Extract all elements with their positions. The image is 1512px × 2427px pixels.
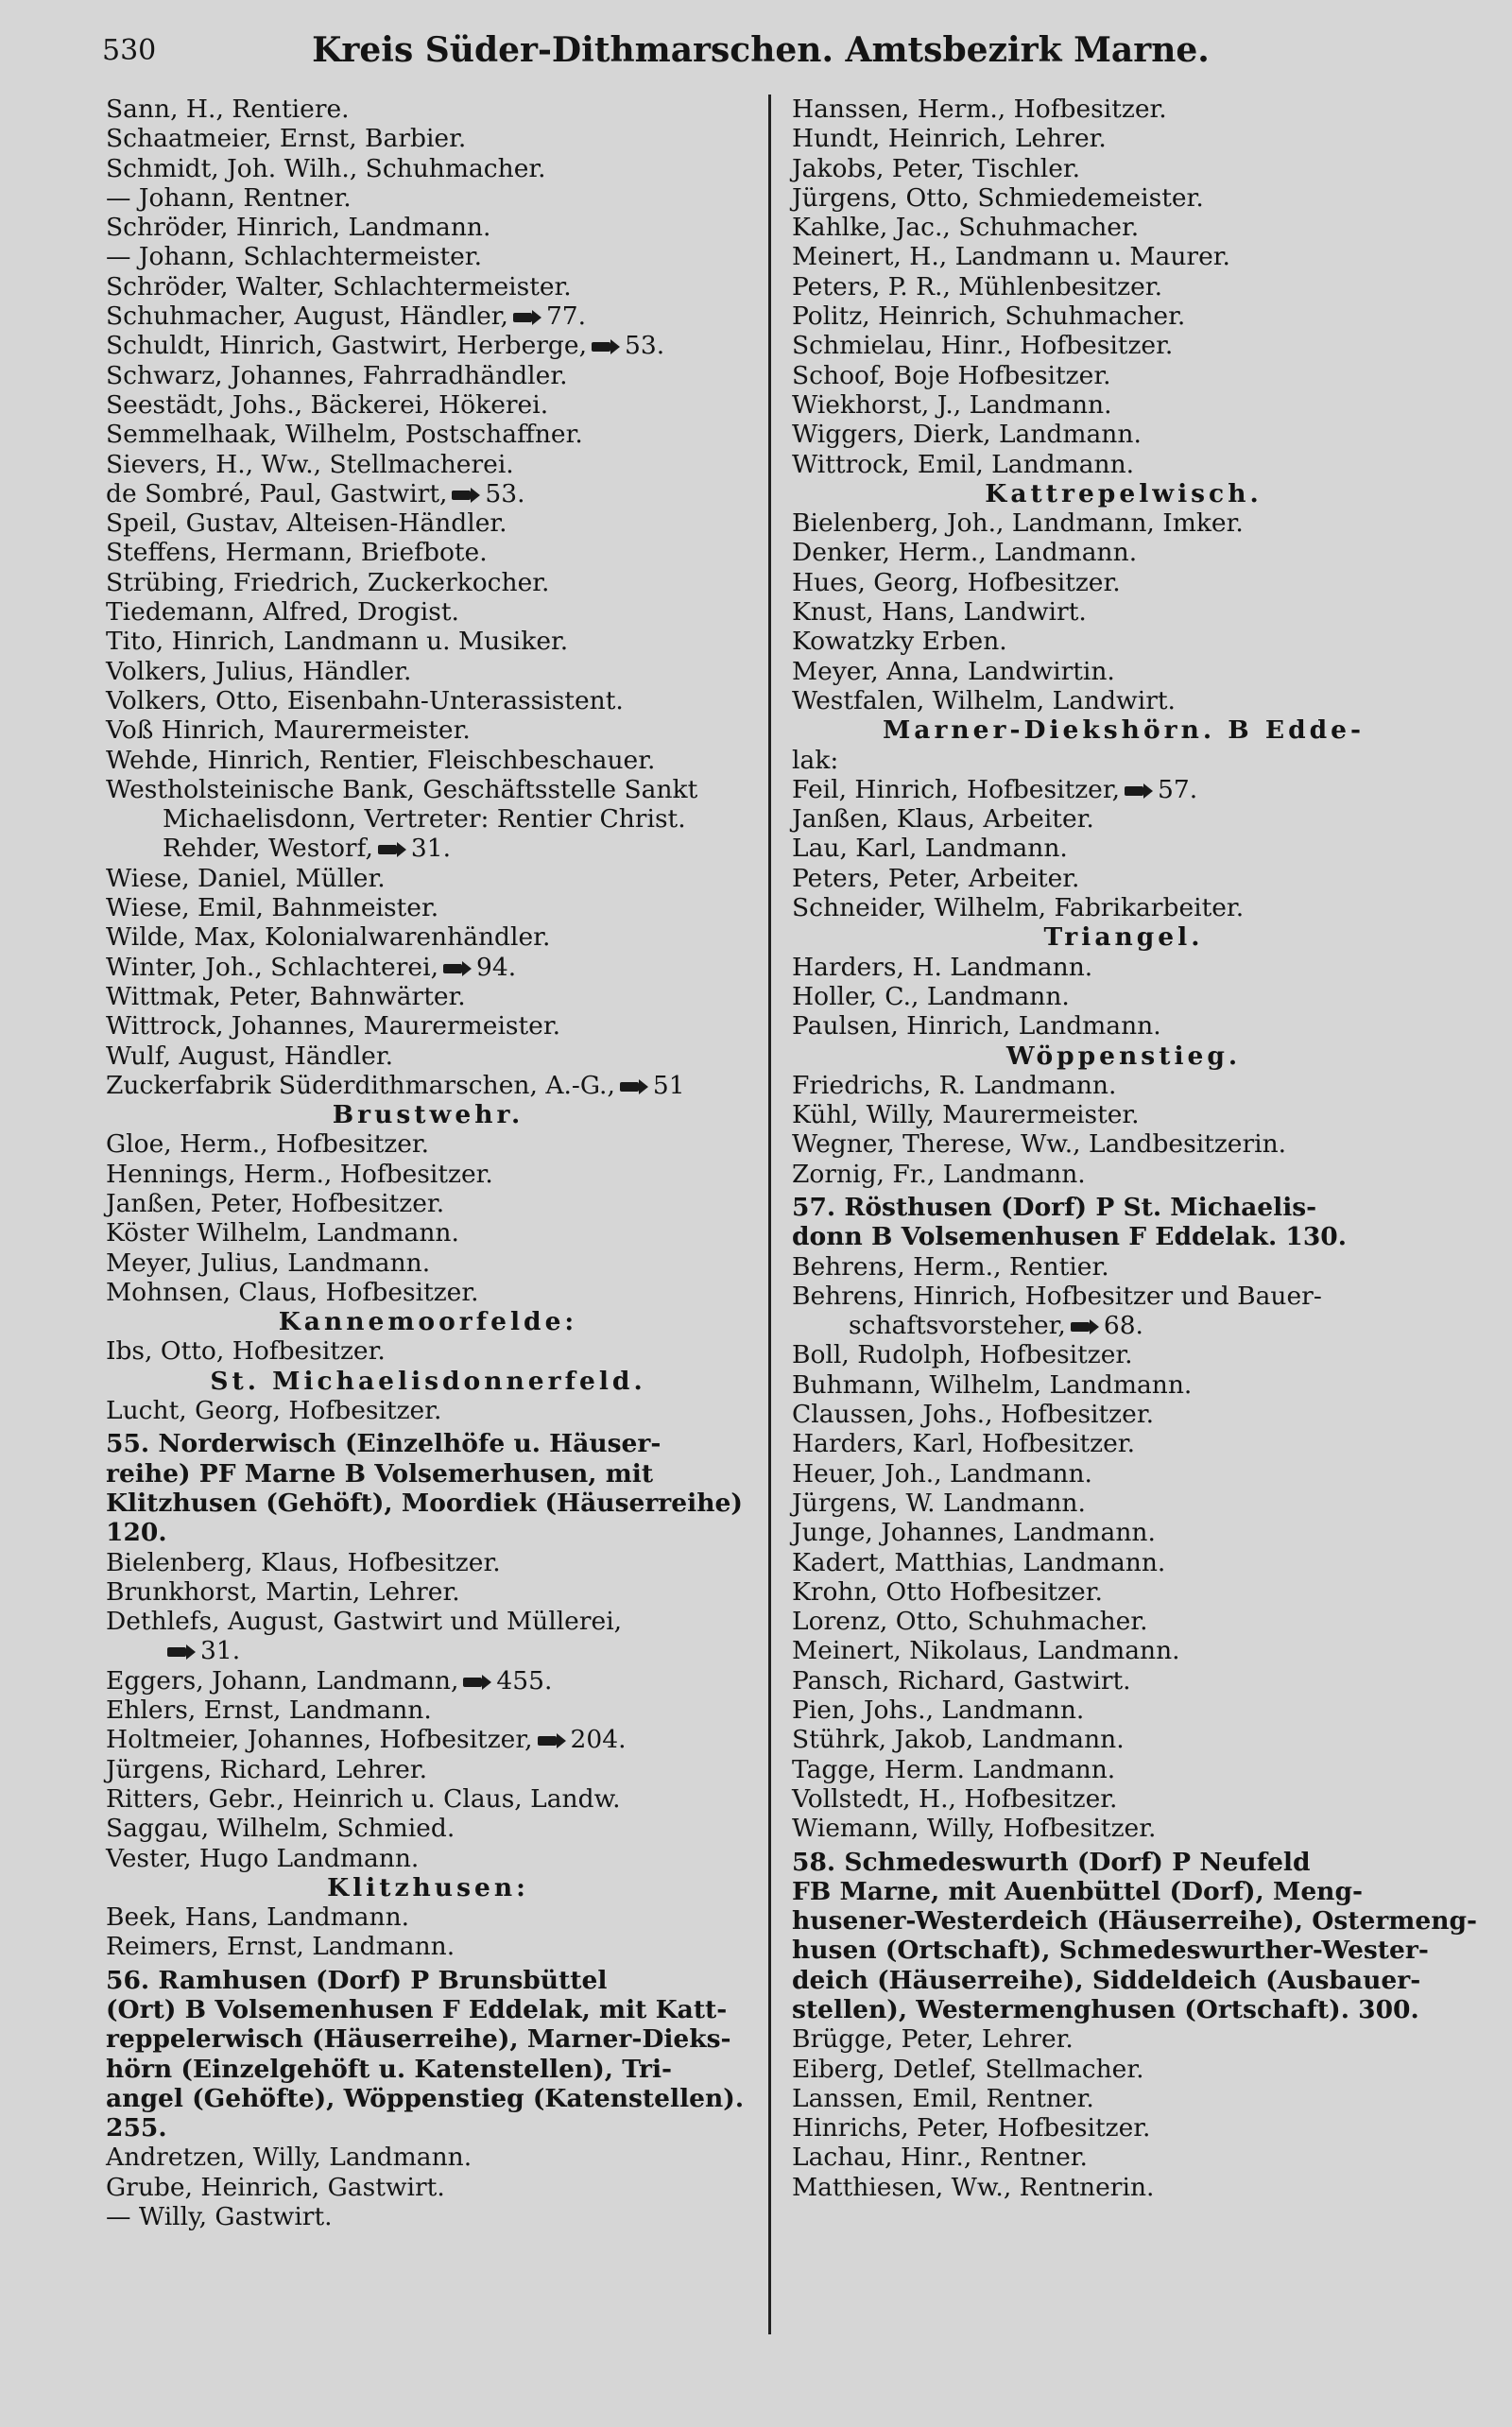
directory-entry (106, 1844, 750, 1873)
entry-text: Schneider, Wilhelm, Fabrikarbeiter. (792, 893, 1245, 923)
municipality-line: 55. Norderwisch (Einzelhöfe u. Häuser- (106, 1429, 662, 1459)
directory-entry (792, 627, 1455, 656)
entry-text: Voß Hinrich, Maurermeister. (106, 715, 471, 746)
entry-text: Wiekhorst, J., Landmann. (792, 389, 1112, 420)
directory-entry (792, 2173, 1455, 2202)
directory-entry (106, 1607, 750, 1636)
entry-text: Meinert, H., Landmann u. Maurer. (792, 242, 1230, 272)
entry-text: Ritters, Gebr., Heinrich u. Claus, Landw. (106, 1783, 621, 1814)
directory-entry (106, 1071, 750, 1100)
directory-entry (106, 597, 750, 627)
directory-entry (792, 597, 1455, 627)
entry-text: Krohn, Otto Hofbesitzer. (792, 1576, 1103, 1607)
directory-entry (106, 686, 750, 715)
entry-text: Schuldt, Hinrich, Gastwirt, Herberge, (106, 331, 587, 361)
directory-entry (792, 1282, 1455, 1311)
telephone-icon (378, 843, 406, 856)
entry-text: Lachau, Hinr., Rentner. (792, 2143, 1088, 2173)
entry-text: Reimers, Ernst, Landmann. (106, 1932, 455, 1962)
municipality-line: 58. Schmedeswurth (Dorf) P Neufeld (792, 1847, 1311, 1877)
entry-text: Schröder, Walter, Schlachtermeister. (106, 271, 572, 301)
entry-text: Gloe, Herm., Hofbesitzer. (106, 1129, 430, 1160)
entry-text: Meyer, Julius, Landmann. (106, 1248, 431, 1278)
municipality-line: donn B Volsemenhusen F Eddelak. 130. (792, 1222, 1347, 1252)
heading-text: Wöppenstieg. (1005, 1041, 1242, 1071)
directory-entry (106, 479, 750, 508)
directory-entry (792, 1160, 1455, 1189)
directory-entry (792, 775, 1455, 804)
directory-entry (106, 1336, 750, 1366)
telephone-icon (1071, 1320, 1099, 1334)
entry-text: Hundt, Heinrich, Lehrer. (792, 124, 1107, 154)
heading-text: Kannemoorfelde: (278, 1307, 578, 1337)
directory-entry (792, 420, 1455, 449)
directory-entry (106, 982, 750, 1011)
locality-heading (106, 1307, 750, 1336)
entry-text: Heuer, Joh., Landmann. (792, 1458, 1092, 1489)
directory-entry (106, 627, 750, 656)
telephone-icon (1125, 784, 1153, 798)
heading-text: Triangel. (1043, 922, 1204, 953)
directory-entry (106, 154, 750, 183)
municipality-entry (792, 1193, 1455, 1252)
entry-text: Behrens, Hinrich, Hofbesitzer und Bauer- (792, 1281, 1322, 1311)
entry-text: Friedrichs, R. Landmann. (792, 1070, 1117, 1100)
left-column (106, 95, 750, 2231)
entry-text: Eggers, Johann, Landmann, (106, 1665, 459, 1695)
municipality-line: stellen), Westermenghusen (Ortschaft). 300. (792, 1995, 1419, 2024)
directory-entry (106, 1902, 750, 1932)
directory-entry (106, 657, 750, 686)
entry-text: Meyer, Anna, Landwirtin. (792, 656, 1115, 686)
entry-text: Wiemann, Willy, Hofbesitzer. (792, 1814, 1157, 1844)
directory-entry (792, 1666, 1455, 1695)
directory-entry (106, 1755, 750, 1784)
entry-text: Schwarz, Johannes, Fahrradhändler. (106, 360, 568, 390)
directory-entry (106, 2143, 750, 2172)
directory-entry (106, 95, 750, 124)
directory-entry (106, 568, 750, 597)
directory-entry (792, 2084, 1455, 2113)
telephone-icon (463, 1676, 491, 1689)
directory-entry (106, 242, 750, 271)
directory-entry (106, 746, 750, 775)
entry-text: Vester, Hugo Landmann. (106, 1843, 420, 1873)
directory-entry (792, 1695, 1455, 1725)
phone-number: 51 (652, 1070, 685, 1100)
directory-entry (792, 657, 1455, 686)
heading-text: St. Michaelisdonnerfeld. (210, 1366, 646, 1396)
directory-entry (792, 538, 1455, 567)
entry-text: Knust, Hans, Landwirt. (792, 597, 1087, 628)
municipality-line: FB Marne, mit Auenbüttel (Dorf), Meng- (792, 1876, 1363, 1906)
directory-entry (106, 864, 750, 893)
directory-entry (792, 982, 1455, 1011)
heading-text: Brustwehr. (332, 1100, 524, 1130)
directory-entry (106, 124, 750, 153)
telephone-icon (592, 340, 620, 353)
municipality-line: 56. Ramhusen (Dorf) P Brunsbüttel (106, 1965, 608, 1995)
entry-text: Matthiesen, Ww., Rentnerin. (792, 2172, 1155, 2202)
directory-entry (792, 1518, 1455, 1547)
directory-entry (792, 1429, 1455, 1458)
directory-entry (106, 1160, 750, 1189)
entry-text: — Willy, Gastwirt. (106, 2202, 333, 2232)
entry-text: Jürgens, Otto, Schmiedemeister. (792, 182, 1204, 213)
telephone-icon (513, 311, 541, 324)
entry-text: Schuhmacher, August, Händler, (106, 301, 508, 332)
entry-text: Andretzen, Willy, Landmann. (106, 2143, 472, 2173)
directory-entry (792, 1548, 1455, 1577)
entry-text: Lucht, Georg, Hofbesitzer. (106, 1396, 442, 1426)
directory-entry (106, 1189, 750, 1218)
directory-entry (792, 686, 1455, 715)
directory-entry (792, 301, 1455, 331)
directory-entry (792, 95, 1455, 124)
entry-text: Kühl, Willy, Maurermeister. (792, 1100, 1140, 1130)
entry-text: Meinert, Nikolaus, Landmann. (792, 1636, 1180, 1666)
phone-number: 31. (200, 1636, 241, 1666)
entry-text: Feil, Hinrich, Hofbesitzer, (792, 774, 1121, 804)
directory-entry (106, 390, 750, 420)
entry-text: Speil, Gustav, Alteisen-Händler. (106, 508, 507, 539)
entry-text: Schmielau, Hinr., Hofbesitzer. (792, 331, 1174, 361)
municipality-line: 120. (106, 1518, 167, 1548)
municipality-entry (792, 1847, 1477, 2025)
entry-text: Ibs, Otto, Hofbesitzer. (106, 1336, 386, 1367)
entry-text: Grube, Heinrich, Gastwirt. (106, 2172, 445, 2202)
right-column (792, 95, 1477, 2202)
entry-text: Brügge, Peter, Lehrer. (792, 2024, 1074, 2055)
directory-entry (106, 2173, 750, 2202)
entry-text: Westholsteinische Bank, Geschäftsstelle Sankt (106, 774, 698, 804)
directory-entry (792, 450, 1455, 479)
entry-text: — Johann, Rentner. (106, 182, 352, 213)
directory-entry (106, 893, 750, 922)
phone-number: 204. (570, 1725, 627, 1755)
heading-text: Kattrepelwisch. (985, 478, 1263, 508)
entry-text: Hanssen, Herm., Hofbesitzer. (792, 95, 1167, 124)
directory-entry (792, 746, 1455, 775)
directory-entry (106, 1932, 750, 1961)
phone-number: 31. (410, 834, 452, 864)
entry-text: Paulsen, Hinrich, Landmann. (792, 1011, 1161, 1041)
phone-number: 77. (545, 301, 587, 332)
entry-text: Kahlke, Jac., Schuhmacher. (792, 213, 1140, 243)
directory-entry (106, 1814, 750, 1843)
entry-text: Pien, Johs., Landmann. (792, 1695, 1085, 1726)
directory-entry (106, 953, 750, 982)
entry-text: Ehlers, Ernst, Landmann. (106, 1695, 432, 1726)
entry-text: Jürgens, Richard, Lehrer. (106, 1754, 428, 1784)
entry-text: Wittrock, Johannes, Maurermeister. (106, 1011, 561, 1041)
entry-text: Strübing, Friedrich, Zuckerkocher. (106, 567, 550, 597)
directory-entry (792, 1725, 1455, 1754)
entry-text: Zuckerfabrik Süderdithmarschen, A.-G., (106, 1070, 615, 1100)
directory-entry (106, 1011, 750, 1041)
entry-text: Kadert, Matthias, Landmann. (792, 1547, 1166, 1577)
directory-entry (106, 922, 750, 952)
directory-entry (792, 361, 1455, 390)
directory-entry (792, 1100, 1455, 1129)
entry-text: Jürgens, W. Landmann. (792, 1488, 1086, 1518)
directory-entry (106, 1396, 750, 1425)
directory-entry (106, 1695, 750, 1725)
directory-entry (792, 1459, 1455, 1489)
directory-entry (792, 1577, 1455, 1607)
directory-entry (792, 213, 1455, 242)
directory-entry (106, 1666, 750, 1695)
entry-text: Schoof, Boje Hofbesitzer. (792, 360, 1111, 390)
directory-entry (792, 1311, 1455, 1340)
entry-text: Rehder, Westorf, (163, 834, 373, 864)
entry-text: Westfalen, Wilhelm, Landwirt. (792, 685, 1176, 715)
entry-text: Wilde, Max, Kolonialwarenhändler. (106, 922, 551, 953)
directory-entry (792, 834, 1455, 863)
telephone-icon (452, 489, 480, 502)
heading-text: Klitzhusen: (327, 1872, 529, 1902)
locality-heading (106, 1367, 750, 1396)
directory-entry (106, 450, 750, 479)
entry-text: Tagge, Herm. Landmann. (792, 1754, 1116, 1784)
entry-text: Hinrichs, Peter, Hofbesitzer. (792, 2113, 1151, 2143)
entry-text: Harders, H. Landmann. (792, 952, 1093, 982)
municipality-line: 255. (106, 2113, 167, 2143)
directory-entry (792, 1252, 1455, 1282)
municipality-line: reihe) PF Marne B Volsemerhusen, mit (106, 1458, 654, 1489)
locality-heading (106, 1100, 750, 1129)
directory-entry (792, 1755, 1455, 1784)
locality-heading (792, 479, 1455, 508)
municipality-line: angel (Gehöfte), Wöppenstieg (Katenstellen). (106, 2083, 745, 2113)
directory-entry (106, 834, 750, 863)
entry-text: Beek, Hans, Landmann. (106, 1902, 410, 1933)
directory-entry (792, 272, 1455, 301)
directory-entry (106, 1248, 750, 1278)
directory-entry (792, 1636, 1455, 1665)
directory-entry (792, 390, 1455, 420)
entry-text: Mohnsen, Claus, Hofbesitzer. (106, 1277, 479, 1307)
municipality-line: deich (Häuserreihe), Siddeldeich (Ausbauer- (792, 1965, 1421, 1995)
directory-entry (792, 804, 1455, 834)
directory-entry (106, 1218, 750, 1248)
entry-text: Wittrock, Emil, Landmann. (792, 449, 1135, 479)
entry-text: Lau, Karl, Landmann. (792, 834, 1068, 864)
directory-entry (792, 893, 1455, 922)
directory-entry (792, 2055, 1455, 2084)
entry-text: Wittmak, Peter, Bahnwärter. (106, 981, 466, 1011)
entry-text: Jakobs, Peter, Tischler. (792, 153, 1081, 183)
directory-entry (792, 1814, 1455, 1843)
directory-entry (792, 1071, 1455, 1100)
entry-text: Wegner, Therese, Ww., Landbesitzerin. (792, 1129, 1287, 1160)
telephone-icon (443, 962, 472, 975)
entry-text: de Sombré, Paul, Gastwirt, (106, 478, 448, 508)
entry-text: Buhmann, Wilhelm, Landmann. (792, 1369, 1193, 1400)
entry-text: Lorenz, Otto, Schuhmacher. (792, 1607, 1148, 1637)
entry-text: Steffens, Hermann, Briefbote. (106, 538, 488, 568)
entry-text: Sievers, H., Ww., Stellmacherei. (106, 449, 514, 479)
entry-text: Schaatmeier, Ernst, Barbier. (106, 124, 467, 154)
directory-entry (106, 331, 750, 360)
directory-entry (106, 361, 750, 390)
municipality-line: reppelerwisch (Häuserreihe), Marner-Dieks- (106, 2024, 731, 2055)
entry-text: Claussen, Johs., Hofbesitzer. (792, 1400, 1154, 1430)
entry-text: Volkers, Otto, Eisenbahn-Unterassistent. (106, 685, 624, 715)
entry-text: Lanssen, Emil, Rentner. (792, 2083, 1094, 2113)
directory-entry (792, 331, 1455, 360)
entry-text: Wulf, August, Händler. (106, 1041, 394, 1071)
entry-text: Dethlefs, August, Gastwirt und Müllerei, (106, 1607, 623, 1637)
directory-entry (792, 568, 1455, 597)
directory-entry (106, 1725, 750, 1754)
directory-entry (792, 953, 1455, 982)
entry-text: Behrens, Herm., Rentier. (792, 1251, 1109, 1282)
municipality-line: (Ort) B Volsemenhusen F Eddelak, mit Katt- (106, 1995, 728, 2024)
entry-text: Schmidt, Joh. Wilh., Schuhmacher. (106, 153, 546, 183)
phone-number: 57. (1158, 774, 1198, 804)
entry-text: Tiedemann, Alfred, Drogist. (106, 597, 459, 628)
directory-entry (106, 183, 750, 213)
entry-text: Politz, Heinrich, Schuhmacher. (792, 301, 1186, 332)
entry-text: Wiese, Emil, Bahnmeister. (106, 893, 439, 923)
entry-text: Winter, Joh., Schlachterei, (106, 952, 438, 982)
municipality-line: husen (Ortschaft), Schmedeswurther-Wester- (792, 1936, 1429, 1966)
entry-text: — Johann, Schlachtermeister. (106, 242, 482, 272)
directory-entry (106, 1129, 750, 1159)
entry-text: Peters, Peter, Arbeiter. (792, 863, 1080, 893)
entry-text: Holler, C., Landmann. (792, 981, 1070, 1011)
directory-entry (792, 154, 1455, 183)
entry-text: Michaelisdonn, Vertreter: Rentier Christ. (163, 804, 686, 835)
directory-entry (792, 1370, 1455, 1400)
entry-text: Eiberg, Detlef, Stellmacher. (792, 2054, 1144, 2084)
municipality-line: 57. Rösthusen (Dorf) P St. Michaelis- (792, 1192, 1317, 1222)
directory-entry (106, 775, 750, 804)
municipality-line: husener-Westerdeich (Häuserreihe), Ostermeng- (792, 1906, 1477, 1936)
locality-heading (106, 1873, 750, 1902)
directory-entry (106, 1636, 750, 1665)
phone-number: 94. (476, 952, 517, 982)
phone-number: 455. (496, 1665, 553, 1695)
entry-text: Schröder, Hinrich, Landmann. (106, 213, 491, 243)
directory-entry (792, 508, 1455, 538)
entry-text: schaftsvorsteher, (849, 1311, 1066, 1341)
entry-text: Sann, H., Rentiere. (106, 95, 350, 124)
directory-entry (106, 804, 750, 834)
phone-number: 53. (485, 478, 525, 508)
directory-entry (106, 508, 750, 538)
locality-heading (792, 715, 1455, 745)
entry-text: Wiggers, Dierk, Landmann. (792, 420, 1142, 450)
entry-text: Vollstedt, H., Hofbesitzer. (792, 1783, 1118, 1814)
column-divider (768, 95, 771, 2334)
entry-text: Hues, Georg, Hofbesitzer. (792, 567, 1121, 597)
entry-text: Zornig, Fr., Landmann. (792, 1159, 1086, 1189)
directory-entry (106, 272, 750, 301)
entry-text: Seestädt, Johs., Bäckerei, Hökerei. (106, 389, 549, 420)
entry-text: Pansch, Richard, Gastwirt. (792, 1665, 1131, 1695)
directory-entry (106, 1577, 750, 1607)
locality-heading (792, 922, 1455, 952)
entry-text: Boll, Rudolph, Hofbesitzer. (792, 1340, 1133, 1370)
directory-entry (792, 1340, 1455, 1369)
entry-text: Semmelhaak, Wilhelm, Postschaffner. (106, 420, 583, 450)
entry-text: Junge, Johannes, Landmann. (792, 1518, 1156, 1548)
directory-entry (792, 1784, 1455, 1814)
directory-entry (106, 420, 750, 449)
directory-entry (792, 242, 1455, 271)
directory-entry (106, 2202, 750, 2231)
entry-text: Janßen, Klaus, Arbeiter. (792, 804, 1094, 835)
entry-text: Wiese, Daniel, Müller. (106, 863, 386, 893)
municipality-line: hörn (Einzelgehöft u. Katenstellen), Tri- (106, 2054, 673, 2084)
directory-entry (792, 124, 1455, 153)
entry-text: Harders, Karl, Hofbesitzer. (792, 1429, 1135, 1459)
directory-entry (792, 2024, 1455, 2054)
directory-entry (792, 183, 1455, 213)
directory-entry (106, 1548, 750, 1577)
heading-text: Marner-Dieksh​örn. B Edde- (882, 715, 1366, 746)
entry-text: Bielenberg, Klaus, Hofbesitzer. (106, 1547, 501, 1577)
directory-entry (106, 1041, 750, 1071)
directory-entry (792, 2113, 1455, 2143)
entry-text: Holtmeier, Johannes, Hofbesitzer, (106, 1725, 533, 1755)
directory-entry (792, 2143, 1455, 2172)
directory-entry (792, 1011, 1455, 1041)
page-header (94, 26, 1427, 79)
directory-entry (106, 715, 750, 745)
municipality-line: Klitzhusen (Gehöft), Moordiek (Häuserreihe) (106, 1488, 743, 1518)
entry-text: Bielenberg, Joh., Landmann, Imker. (792, 508, 1244, 539)
directory-entry (792, 1489, 1455, 1518)
entry-text: lak: (792, 745, 839, 775)
directory-entry (106, 301, 750, 331)
telephone-icon (167, 1645, 196, 1659)
directory-entry (792, 1607, 1455, 1636)
directory-entry (106, 1784, 750, 1814)
entry-text: Stührk, Jakob, Landmann. (792, 1725, 1125, 1755)
entry-text: Peters, P. R., Mühlenbesitzer. (792, 271, 1162, 301)
municipality-entry (106, 1429, 750, 1547)
entry-text: Denker, Herm., Landmann. (792, 538, 1138, 568)
entry-text: Saggau, Wilhelm, Schmied. (106, 1814, 455, 1844)
entry-text: Köster Wilhelm, Landmann. (106, 1218, 459, 1248)
directory-entry (106, 213, 750, 242)
municipality-entry (106, 1966, 750, 2143)
entry-text: Volkers, Julius, Händler. (106, 656, 412, 686)
page-number: 530 (102, 34, 157, 67)
running-title: Kreis Süder-Dithmarschen. Amtsbezirk Marne. (312, 30, 1210, 70)
directory-entry (106, 538, 750, 567)
phone-number: 53. (625, 331, 665, 361)
telephone-icon (538, 1734, 566, 1747)
entry-text: Tito, Hinrich, Landmann u. Musiker. (106, 627, 569, 657)
locality-heading (792, 1041, 1455, 1071)
directory-entry (792, 1400, 1455, 1429)
directory-entry (792, 864, 1455, 893)
phone-number: 68. (1103, 1311, 1143, 1341)
entry-text: Wehde, Hinrich, Rentier, Fleischbeschauer. (106, 745, 656, 775)
entry-text: Kowatzky Erben. (792, 627, 1007, 657)
directory-entry (106, 1278, 750, 1307)
telephone-icon (620, 1080, 648, 1093)
entry-text: Hennings, Herm., Hofbesitzer. (106, 1159, 493, 1189)
entry-text: Brunkhorst, Martin, Lehrer. (106, 1576, 460, 1607)
entry-text: Janßen, Peter, Hofbesitzer. (106, 1188, 445, 1218)
directory-entry (792, 1129, 1455, 1159)
